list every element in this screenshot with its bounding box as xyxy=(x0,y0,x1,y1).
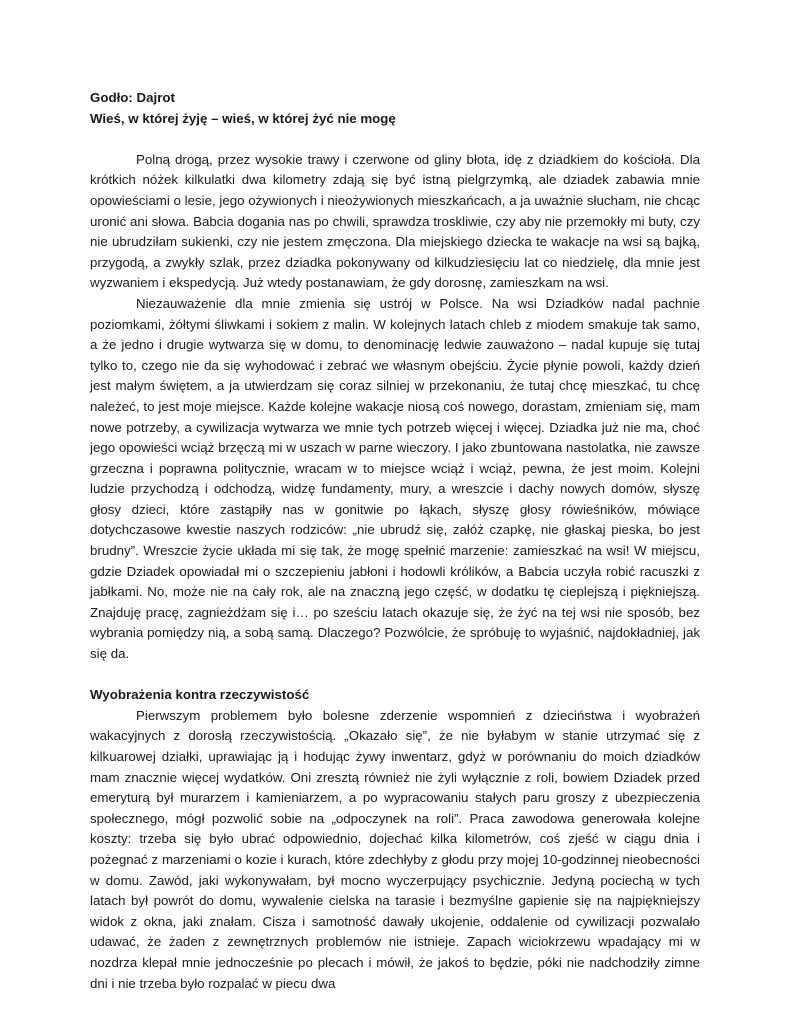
intro-paragraph-1: Polną drogą, przez wysokie trawy i czerwone od gliny błota, idę z dziadkiem do kościoła. Dla krótkich nóżek kilkulatki dwa kilometry zdają się być istną pielgrzymką, ale dziadek zabawia mnie opowieściami o lesie, jego ożywionych i nieożywionych mieszkańcach, a ja uważnie słucham, nie chcąc uronić ani słowa. Babcia dogania nas po chwili, sprawdza troskliwie, czy aby nie przemokły mi buty, czy nie ubrudziłam sukienki, czy nie jestem zmęczona. Dla miejskiego dziecka te wakacje na wsi są bajką, przygodą, a zwykły szlak, przez dziadka pokonywany od kilkudziesięciu lat co niedzielę, dla mnie jest wyzwaniem i ekspedycją. Już wtedy postanawiam, że gdy dorosnę, zamieszkam na wsi. xyxy=(90,151,700,291)
blank-line xyxy=(90,665,700,686)
section-paragraph: Pierwszym problemem było bolesne zderzenie wspomnień z dzieciństwa i wyobrażeń wakacyjnych z dorosłą rzeczywistością. „Okazało się”, że nie byłabym w stanie utrzymać się z kilkuarowej działki, uprawiając ją i hodując żywy inwentarz, gdyż w porównaniu do moich dziadków mam znacznie więcej wydatków. Oni zresztą również nie żyli wyłącznie z roli, bowiem Dziadek przed emeryturą był murarzem i kamieniarzem, a po wypracowaniu stałych paru groszy z ubezpieczenia społecznego, mógł pozwolić sobie na „odpoczynek na roli”. Praca zawodowa generowała kolejne koszty: trzeba się było ubrać odpowiednio, dojechać kilka kilometrów, coś zjeść w ciągu dnia i pożegnać z marzeniami o kozie i kurach, które zdechłyby z głodu przy mojej 10-godzinnej nieobecności w domu. Zawód, jaki wykonywałam, był mocno wyczerpujący psychicznie. Jedyną pociechą w tych latach był powrót do domu, wywalenie cielska na tarasie i bezmyślne gapienie się na najpiękniejszy widok z okna, jaki znałam. Cisza i samotność dawały ukojenie, oddalenie od cywilizacji pozwalało udawać, że żaden z zewnętrznych problemów nie istnieje. Zapach wiciokrzewu wpadający mi w nozdrza klepał mnie jednocześnie po plecach i mówił, że jakoś to będzie, póki nie nadchodziły zimne dni i nie trzeba było rozpalać w piecu dwa xyxy=(90,707,700,991)
motto-line: Godło: Dajrot xyxy=(90,90,175,105)
document-title: Wieś, w której żyję – wieś, w której żyć nie mogę xyxy=(90,110,396,126)
intro-paragraph-2: Niezauważenie dla mnie zmienia się ustrój w Polsce. Na wsi Dziadków nadal pachnie poziomkami, żółtymi śliwkami i sokiem z malin. W kolejnych latach chleb z miodem smakuje tak samo, a że jedno i drugie wytwarza się w domu, to denominację ledwie zauważono – nadal kupuje się tutaj tylko to, czego nie da się wyhodować i zebrać we własnym obejściu. Życie płynie powoli, każdy dzień jest małym świętem, a ja utwierdzam się coraz silniej w przekonaniu, że tutaj chcę mieszkać, tu chcę należeć, to jest moje miejsce. Każde kolejne wakacje niosą coś nowego, dorastam, zmieniam się, mam nowe potrzeby, a cywilizacja wytwarza we mnie tych potrzeb więcej i więcej. Dziadka już nie ma, choć jego opowieści wciąż brzęczą mi w uszach w parne wieczory. I jako zbuntowana nastolatka, nie zawsze grzeczna i poprawna politycznie, wracam w to miejsce wciąż i wciąż, pewna, że jest moim. Kolejni ludzie przychodzą i odchodzą, widzę fundamenty, mury, a wreszcie i dachy nowych domów, słyszę głosy dzieci, które zastąpiły nas w gonitwie po łąkach, słyszę głosy rówieśników, mówiące dotychczasowe kwestie naszych rodziców: „nie ubrudź się, załóż czapkę, nie głaskaj pieska, bo jest brudny”. Wreszcie życie układa mi się tak, że mogę spełnić marzenie: zamieszkać na wsi! W miejscu, gdzie Dziadek opowiadał mi o szczepieniu jabłoni i hodowli królików, a Babcia uczyła robić racuszki z jabłkami. No, może nie na cały rok, ale na znaczną jego część, w dodatku tę cieplejszą i piękniejszą. Znajduję pracę, zagnieżdżam się i… po sześciu latach okazuje się, że żyć na tej wsi nie sposób, bez wybrania pomiędzy nią, a sobą samą. Dlaczego? Pozwólcie, że spróbuję to wyjaśnić, najdokładniej, jak się da. xyxy=(90,295,700,662)
blank-line xyxy=(90,129,700,150)
section-heading: Wyobrażenia kontra rzeczywistość xyxy=(90,687,310,703)
document-page xyxy=(90,88,700,994)
